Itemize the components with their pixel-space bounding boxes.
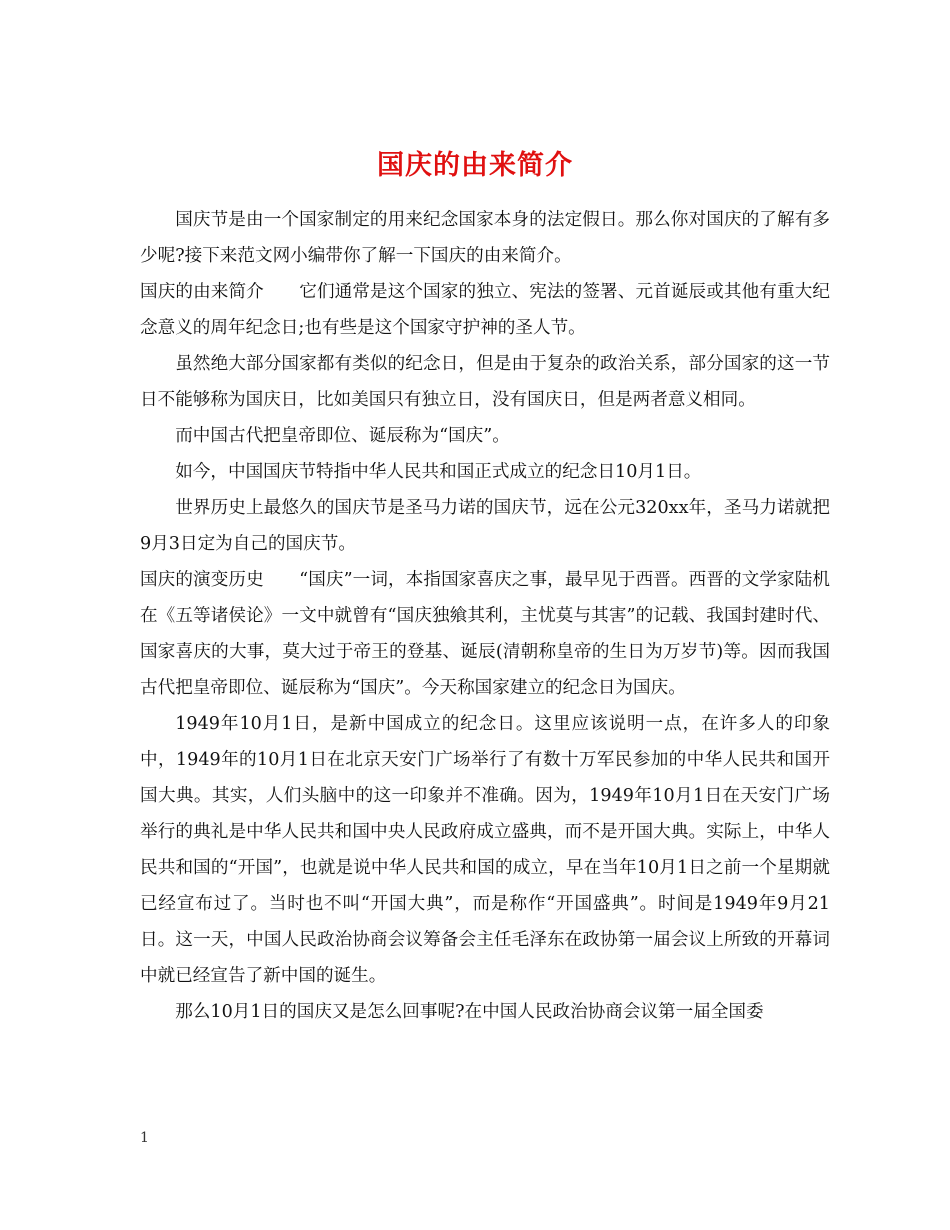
- paragraph: 虽然绝大部分国家都有类似的纪念日，但是由于复杂的政治关系，部分国家的这一节日不能够称为国庆日，比如美国只有独立日，没有国庆日，但是两者意义相同。: [140, 354, 830, 410]
- paragraph: 世界历史上最悠久的国庆节是圣马力诺的国庆节，远在公元320xx年，圣马力诺就把9月3日定为自己的国庆节。: [140, 498, 830, 554]
- paragraph: 1949年10月1日，是新中国成立的纪念日。这里应该说明一点，在许多人的印象中，1949年的10月1日在北京天安门广场举行了有数十万军民参加的中华人民共和国开国大典。其实，人们头脑中的这一印象并不准确。因为，1949年10月1日在天安门广场举行的典礼是中华人民共和国中央人民政府成立盛典，而不是开国大典。实际上，中华人民共和国的“开国”，也就是说中华人民共和国的成立，早在当年10月1日之前一个星期就已经宣布过了。当时也不叫“开国大典”，而是称作“开国盛典”。时间是1949年9月21日。这一天，中国人民政治协商会议筹备会主任毛泽东在政协第一届会议上所致的开幕词中就已经宣告了新中国的诞生。: [140, 714, 830, 986]
- paragraph: 而中国古代把皇帝即位、诞辰称为“国庆”。: [175, 426, 510, 446]
- paragraph: 国庆的演变历史 “国庆”一词，本指国家喜庆之事，最早见于西晋。西晋的文学家陆机在《五等诸侯论》一文中就曾有“国庆独飨其利，主忧莫与其害”的记载、我国封建时代、国家喜庆的大事，莫大过于帝王的登基、诞辰(清朝称皇帝的生日为万岁节)等。因而我国古代把皇帝即位、诞辰称为“国庆”。今天称国家建立的纪念日为国庆。: [140, 570, 830, 698]
- document-title: 国庆的由来简介: [377, 150, 573, 182]
- paragraph: 那么10月1日的国庆又是怎么回事呢?在中国人民政治协商会议第一届全国委: [175, 1002, 764, 1022]
- document-body: [140, 202, 830, 1030]
- paragraph: 国庆节是由一个国家制定的用来纪念国家本身的法定假日。那么你对国庆的了解有多少呢?接下来范文网小编带你了解一下国庆的由来简介。: [140, 210, 830, 266]
- paragraph: 如今，中国国庆节特指中华人民共和国正式成立的纪念日10月1日。: [175, 462, 702, 482]
- page-number: 1: [140, 1130, 149, 1146]
- paragraph: 国庆的由来简介 它们通常是这个国家的独立、宪法的签署、元首诞辰或其他有重大纪念意义的周年纪念日;也有些是这个国家守护神的圣人节。: [140, 282, 830, 338]
